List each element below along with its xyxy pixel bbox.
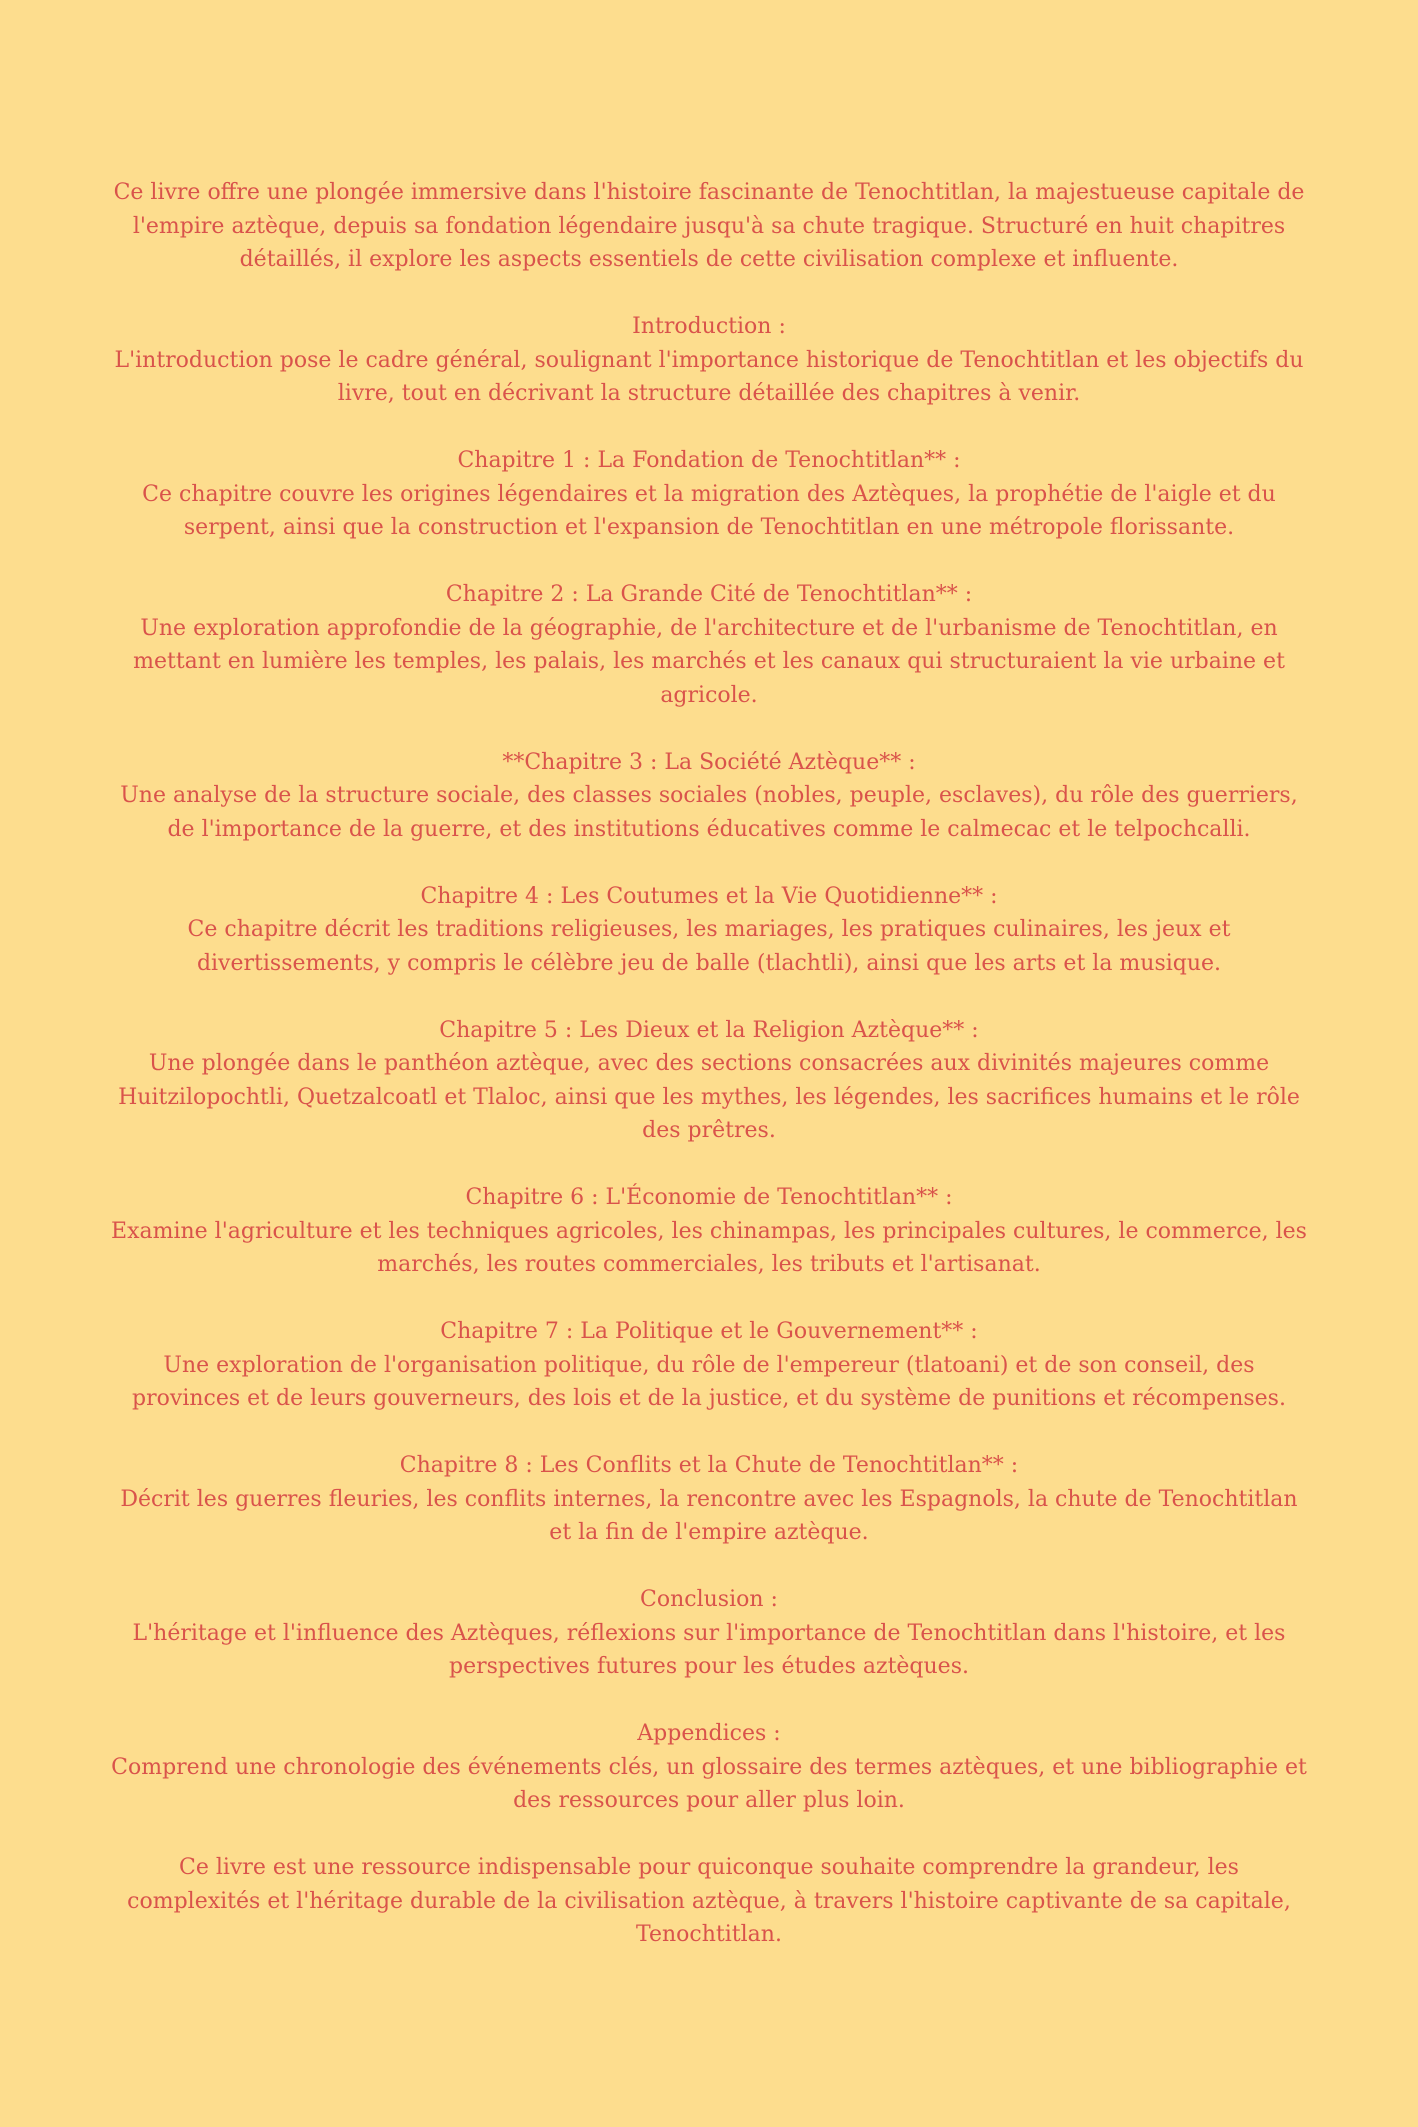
section-heading: Chapitre 1 : La Fondation de Tenochtitlan** : [457,448,961,473]
section-chapter-2 [110,578,1308,712]
section-body: Décrit les guerres fleuries, les conflits internes, la rencontre avec les Espagnols, la chute de Tenochtitlan et la fin de l'empire aztèque. [120,1486,1298,1545]
section-body: L'héritage et l'influence des Aztèques, réflexions sur l'importance de Tenochtitlan dans l'histoire, et les perspectives futures pour les études aztèques. [132,1620,1286,1679]
section-body: Une analyse de la structure sociale, des classes sociales (nobles, peuple, esclaves), du rôle des guerriers, de l'importance de la guerre, et des institutions éducatives comme le calmecac et le telpochcalli. [120,783,1298,842]
section-body: L'introduction pose le cadre général, soulignant l'importance historique de Tenochtitlan et les objectifs du livre, tout en décrivant la structure détaillée des chapitres à venir. [114,347,1304,406]
section-heading: Chapitre 2 : La Grande Cité de Tenochtitlan** : [445,582,973,607]
section-heading: Appendices : [637,1721,781,1746]
section-chapter-8 [110,1449,1308,1550]
section-conclusion [110,1583,1308,1684]
section-body: Une plongée dans le panthéon aztèque, avec des sections consacrées aux divinités majeures comme Huitzilopochtli, Quetzalcoatl et Tlaloc, ainsi que les mythes, les légendes, les sacrifices humains et le rôle des prêtres. [118,1051,1300,1143]
section-chapter-1 [110,444,1308,545]
section-heading: **Chapitre 3 : La Société Aztèque** : [502,749,916,775]
section-chapter-7 [110,1315,1308,1416]
section-heading: Chapitre 5 : Les Dieux et la Religion Aztèque** : [439,1017,979,1043]
section-heading: Chapitre 4 : Les Coutumes et la Vie Quotidienne** : [420,883,998,909]
section-heading: Introduction : [632,314,786,339]
section-chapter-3 [110,746,1308,847]
section-body: Ce chapitre décrit les traditions religieuses, les mariages, les pratiques culinaires, les jeux et divertissements, y compris le célèbre jeu de balle (tlachtli), ainsi que les arts et la musique. [187,917,1231,976]
section-appendices [110,1717,1308,1818]
section-chapter-5 [110,1014,1308,1148]
section-body: Une exploration approfondie de la géographie, de l'architecture et de l'urbanisme de Tenochtitlan, en mettant en lumière les temples, les palais, les marchés et les canaux qui structuraient la vie urbaine et agricole. [133,615,1285,708]
section-heading: Conclusion : [640,1587,778,1612]
section-body: Comprend une chronologie des événements clés, un glossaire des termes aztèques, et une bibliographie et des ressources pour aller plus loin. [111,1754,1307,1813]
section-heading: Chapitre 6 : L'Économie de Tenochtitlan** : [465,1185,953,1210]
section-heading: Chapitre 8 : Les Conflits et la Chute de Tenochtitlan** : [399,1453,1019,1478]
closing-paragraph: Ce livre est une ressource indispensable pour quiconque souhaite comprendre la grandeur, les complexités et l'héritage durable de la civilisation aztèque, à travers l'histoire captivante de sa capitale, Tenochtitlan. [127,1855,1291,1947]
section-body: Ce chapitre couvre les origines légendaires et la migration des Aztèques, la prophétie de l'aigle et du serpent, ainsi que la construction et l'expansion de Tenochtitlan en une métropole florissante. [142,481,1276,540]
section-chapter-6 [110,1181,1308,1282]
intro-paragraph: Ce livre offre une plongée immersive dans l'histoire fascinante de Tenochtitlan, la majestueuse capitale de l'empire aztèque, depuis sa fondation légendaire jusqu'à sa chute tragique. Structuré en huit chapitres détaillés, il explore les aspects essentiels de cette civilisation complexe et influente. [113,180,1305,272]
section-body: Une exploration de l'organisation politique, du rôle de l'empereur (tlatoani) et de son conseil, des provinces et de leurs gouverneurs, des lois et de la justice, et du système de punitions et récompenses. [132,1352,1286,1411]
section-heading: Chapitre 7 : La Politique et le Gouvernement** : [440,1319,978,1344]
section-body: Examine l'agriculture et les techniques agricoles, les chinampas, les principales cultures, le commerce, les marchés, les routes commerciales, les tributs et l'artisanat. [111,1218,1307,1277]
section-chapter-4 [110,880,1308,981]
section-introduction [110,310,1308,411]
book-description [110,176,1308,1985]
